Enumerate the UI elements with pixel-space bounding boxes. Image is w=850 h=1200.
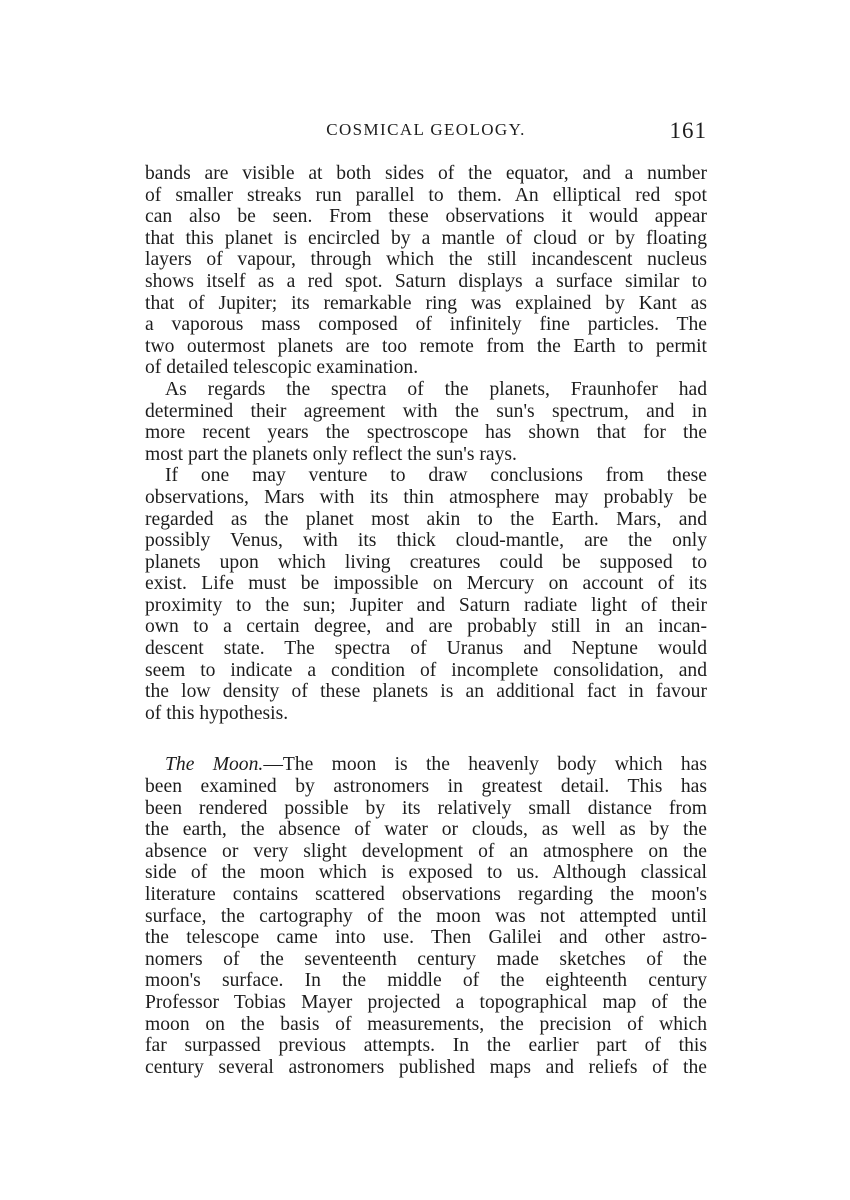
text-line: own to a certain degree, and are probably still in an incan- [145,616,707,638]
text-line [145,754,707,776]
paragraph-spectra [145,379,707,465]
text-line: moon on the basis of measurements, the precision of which [145,1013,707,1035]
page-number: 161 [669,118,707,143]
paragraph-conclusions [145,465,707,724]
text-line: descent state. The spectra of Uranus and Neptune would [145,638,707,660]
page-header [145,118,707,148]
text-line: nomers of the seventeenth century made sketches of the [145,948,707,970]
running-head: COSMICAL GEOLOGY. [326,120,526,139]
text-line: absence or very slight development of an atmosphere on the [145,840,707,862]
section-heading-moon: The Moon. [165,754,264,776]
text-line: century several astronomers published maps and reliefs of the [145,1056,707,1078]
text-line: can also be seen. From these observations it would appear [145,206,707,228]
text-line: seem to indicate a condition of incomplete consolidation, and [145,659,707,681]
text-line: the earth, the absence of water or clouds, as well as by the [145,819,707,841]
text-line: planets upon which living creatures could be supposed to [145,551,707,573]
text-line: more recent years the spectroscope has shown that for the [145,422,707,444]
text-line: regarded as the planet most akin to the Earth. Mars, and [145,508,707,530]
section-gap [145,724,707,754]
text-line: shows itself as a red spot. Saturn displays a surface similar to [145,270,707,292]
text-line: that of Jupiter; its remarkable ring was explained by Kant as [145,292,707,314]
text-line: a vaporous mass composed of infinitely fine particles. The [145,314,707,336]
text-line: As regards the spectra of the planets, Fraunhofer had [165,378,707,400]
text-line: of detailed telescopic examination. [145,357,419,379]
text-line: most part the planets only reflect the sun's rays. [145,443,517,465]
text-line: If one may venture to draw conclusions from these [165,465,707,487]
text-line: side of the moon which is exposed to us. Although classical [145,862,707,884]
text-line: been examined by astronomers in greatest detail. This has [145,776,707,798]
text-line: surface, the cartography of the moon was not attempted until [145,905,707,927]
text-line: possibly Venus, with its thick cloud-mantle, are the only [145,530,707,552]
text-line: proximity to the sun; Jupiter and Saturn radiate light of their [145,594,707,616]
text-line: determined their agreement with the sun's spectrum, and in [145,400,707,422]
text-line: that this planet is encircled by a mantle of cloud or by floating [145,227,707,249]
text-line: far surpassed previous attempts. In the earlier part of this [145,1035,707,1057]
paragraph-moon [145,754,707,1078]
text-line: moon's surface. In the middle of the eighteenth century [145,970,707,992]
text-line: of smaller streaks run parallel to them. An elliptical red spot [145,184,707,206]
text-line: observations, Mars with its thin atmosphere may probably be [145,486,707,508]
paragraph-planets-surface [145,163,707,379]
text-line: the low density of these planets is an additional fact in favour [145,681,707,703]
text-run: —The moon is the heavenly body which has [263,754,707,776]
text-line: the telescope came into use. Then Galilei and other astro- [145,927,707,949]
text-line: bands are visible at both sides of the equator, and a number [145,163,707,184]
text-line: of this hypothesis. [145,702,289,724]
text-line: Professor Tobias Mayer projected a topographical map of the [145,991,707,1013]
body-text [145,163,707,1078]
text-line: two outermost planets are too remote from the Earth to permit [145,335,707,357]
text-line: literature contains scattered observations regarding the moon's [145,884,707,905]
text-line: been rendered possible by its relatively small distance from [145,797,707,819]
text-line: layers of vapour, through which the still incandescent nucleus [145,249,707,271]
text-line: exist. Life must be impossible on Mercury on account of its [145,573,707,595]
